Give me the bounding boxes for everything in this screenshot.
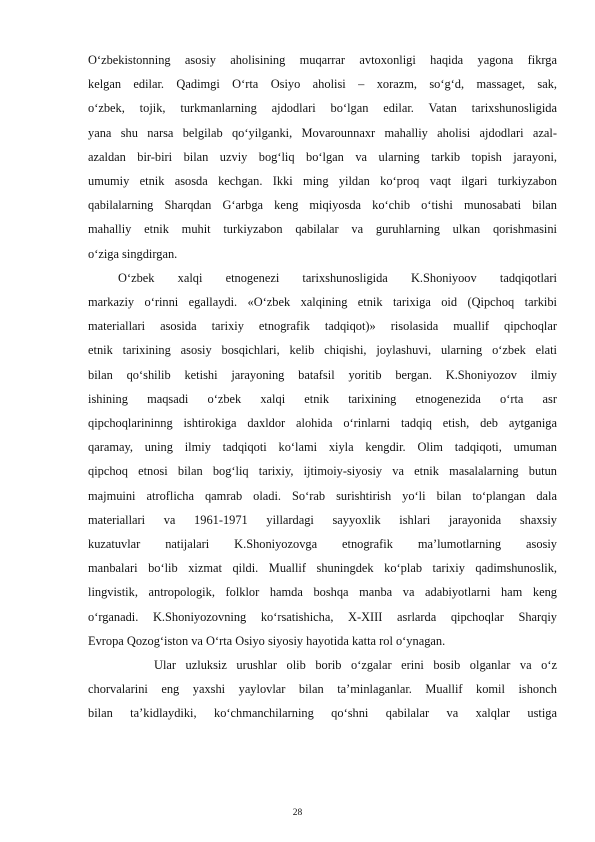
text-line: Ular uzluksiz urushlar olib borib o‘zgalar erini bosib olganlar va o‘z [154,658,557,673]
document-page [88,48,557,726]
text-line: materiallari va 1961-1971 yillardagi sayyoxlik ishlari jarayonida shaxsiy [88,512,557,527]
text-line: qipchoq etnosi bilan bog‘liq tarixiy, ijtimoiy-siyosiy va etnik masalalarning butun [88,464,557,479]
text-line: manbalari bo‘lib xizmat qildi. Muallif shuningdek ko‘plab tarixiy qadimshunoslik, [88,561,557,576]
text-line: qabilalarning Sharqdan G‘arbga keng miqiyosda ko‘chib o‘tishi munosabati bilan [88,198,557,213]
text-line: kuzatuvlar natijalari K.Shoniyozovga etnografik ma’lumotlarning asosiy [88,537,557,552]
text-line: Evropa Qozog‘iston va O‘rta Osiyo siyosiy hayotida katta rol o‘ynagan. [88,633,446,648]
text-line: materiallari asosida tarixiy etnografik tadqiqot)» risolasida muallif qipchoqlar [88,319,557,334]
text-line: qaramay, uning ilmiy tadqiqoti ko‘lami xiyla kengdir. Olim tadqiqoti, umuman [88,440,557,455]
paragraph-1 [88,48,557,266]
text-line: mahalliy etnik muhit turkiyzabon qabilalar va guruhlarning ulkan qorishmasini [88,222,557,237]
text-line: O‘zbekistonning asosiy aholisining muqarrar avtoxonligi haqida yagona fikrga [88,53,557,67]
paragraph-3 [88,653,557,726]
text-line: qipchoqlarininng ishtirokiga daxldor alohida o‘rinlarni tadqiq etish, deb aytganiga [88,416,557,431]
text-line: o‘rganadi. K.Shoniyozovning ko‘rsatishicha, X-XIII asrlarda qipchoqlar Sharqiy [88,609,557,624]
text-line: lingvistik, antropologik, folklor hamda boshqa manba va adabiyotlarni ham keng [88,585,557,600]
text-line: ishining maqsadi o‘zbek xalqi etnik tarixining etnogenezida o‘rta asr [88,391,557,406]
text-line: bilan ta’kidlaydiki, ko‘chmanchilarning qo‘shni qabilalar va xalqlar ustiga [88,706,557,721]
text-line: chorvalarini eng yaxshi yaylovlar bilan ta’minlaganlar. Muallif komil ishonch [88,682,557,697]
text-line: azaldan bir-biri bilan uzviy bog‘liq bo‘lgan va ularning tarkib topish jarayoni, [88,149,557,164]
text-line: yana shu narsa belgilab qo‘yilganki, Movarounnaxr mahalliy aholisi ajdodlari azal- [88,125,557,140]
text-line: kelgan edilar. Qadimgi O‘rta Osiyo aholisi – xorazm, so‘g‘d, massaget, sak, [88,77,557,92]
text-line: o‘zbek, tojik, turkmanlarning ajdodlari bo‘lgan edilar. Vatan tarixshunosligida [88,101,557,116]
text-line: etnik tarixining asosiy bosqichlari, kelib chiqishi, joylashuvi, ularning o‘zbek elati [88,343,557,358]
page-number: 28 [292,808,303,818]
text-line: o‘ziga singdirgan. [88,246,178,261]
text-line: umumiy etnik asosda kechgan. Ikki ming yildan ko‘proq vaqt ilgari turkiyzabon [88,174,557,189]
text-line: bilan qo‘shilib ketishi jarayoning batafsil yoritib bergan. K.Shoniyozov ilmiy [88,367,557,382]
text-line: O‘zbek xalqi etnogenezi tarixshunosligida K.Shoniyoov tadqiqotlari [118,270,557,285]
text-line: majmuini atroflicha qamrab oladi. So‘rab surishtirish yo‘li bilan to‘plangan dala [88,488,557,503]
text-line: markaziy o‘rinni egallaydi. «O‘zbek xalqining etnik tarixiga oid (Qipchoq tarkibi [88,295,557,310]
paragraph-2 [88,266,557,653]
